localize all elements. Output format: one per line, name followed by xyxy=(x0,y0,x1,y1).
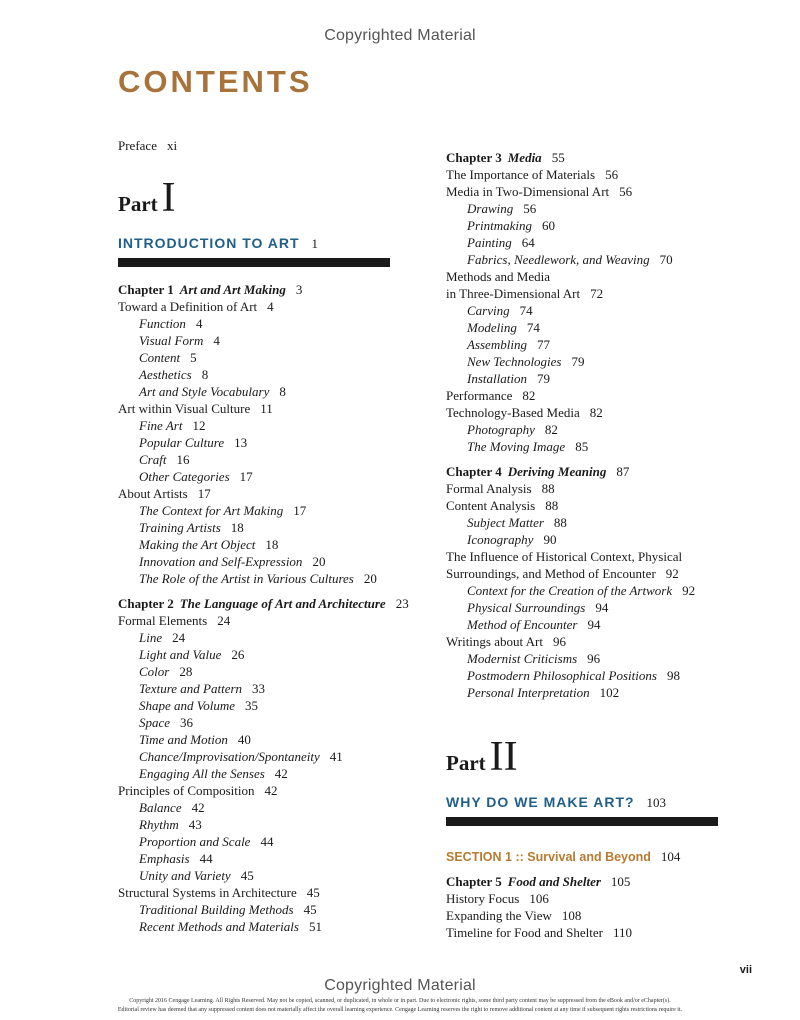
toc-entry-page: 82 xyxy=(544,422,558,437)
toc-entry[interactable] xyxy=(118,884,438,901)
toc-entry[interactable] xyxy=(118,697,438,714)
toc-entry[interactable] xyxy=(446,217,736,234)
toc-entry[interactable] xyxy=(446,387,736,404)
toc-entry-page: 41 xyxy=(329,749,343,764)
toc-entry-page: 70 xyxy=(659,252,673,267)
toc-entry[interactable] xyxy=(118,570,438,587)
toc-entry-title: The Importance of Materials xyxy=(446,167,596,182)
toc-entry[interactable] xyxy=(118,918,438,935)
toc-entry[interactable] xyxy=(446,200,736,217)
toc-entry[interactable] xyxy=(446,166,736,183)
chapter-2-page: 23 xyxy=(395,596,409,611)
toc-entry-title: Craft xyxy=(139,452,167,467)
toc-entry-page: 88 xyxy=(553,515,567,530)
toc-entry-title: Aesthetics xyxy=(139,367,192,382)
toc-entry[interactable] xyxy=(446,404,736,421)
toc-entry-page: 4 xyxy=(195,316,203,331)
toc-entry[interactable] xyxy=(118,867,438,884)
toc-entry-page: 28 xyxy=(179,664,193,679)
part-2-word: Part xyxy=(446,751,486,775)
copyright-line-2: Editorial review has deemed that any suppressed content does not materially affect the overall learning experience. Cengage Learning reserves the right to remove additional content at any time if subsequent rights restrictions require it. xyxy=(117,1007,683,1013)
toc-entry-title: Postmodern Philosophical Positions xyxy=(467,668,657,683)
toc-entry-title: in Three-Dimensional Art xyxy=(446,286,581,301)
toc-entry-title: Expanding the View xyxy=(446,908,552,923)
toc-entry-title: Methods and Media xyxy=(446,269,550,284)
copyright-notice xyxy=(0,997,800,1015)
toc-entry-title: The Influence of Historical Context, Physical xyxy=(446,549,683,564)
toc-entry-title: Training Artists xyxy=(139,520,221,535)
toc-entry-page: 42 xyxy=(264,783,278,798)
toc-entry[interactable] xyxy=(118,782,438,799)
toc-entry-page: 51 xyxy=(308,919,322,934)
toc-entry-page: 45 xyxy=(306,885,320,900)
toc-entry[interactable] xyxy=(118,816,438,833)
toc-entry-title: The Moving Image xyxy=(467,439,566,454)
toc-entry-title: Art within Visual Culture xyxy=(118,401,251,416)
page-title: CONTENTS xyxy=(118,64,313,99)
toc-entry-title: Recent Methods and Materials xyxy=(139,919,299,934)
toc-entry-page: 82 xyxy=(589,405,603,420)
toc-entry[interactable] xyxy=(446,684,736,701)
toc-left-column xyxy=(118,137,438,935)
toc-entry-page: 108 xyxy=(561,908,582,923)
toc-entry-page: 72 xyxy=(590,286,604,301)
toc-entry-page: 74 xyxy=(526,320,540,335)
chapter-5-label: Chapter 5 xyxy=(446,874,502,889)
toc-preface[interactable] xyxy=(118,137,438,154)
toc-entry[interactable] xyxy=(118,451,438,468)
toc-entry[interactable] xyxy=(446,319,736,336)
toc-entry-title: Physical Surroundings xyxy=(467,600,586,615)
toc-entry[interactable] xyxy=(118,765,438,782)
toc-entry[interactable] xyxy=(118,349,438,366)
toc-entry-title: Painting xyxy=(467,235,512,250)
toc-entry[interactable] xyxy=(446,907,736,924)
chapter-4-title: Deriving Meaning xyxy=(507,464,607,479)
chapter-2-entries xyxy=(118,612,438,935)
toc-entry[interactable] xyxy=(118,383,438,400)
toc-entry-page: 4 xyxy=(213,333,220,348)
toc-entry-title: Making the Art Object xyxy=(139,537,256,552)
toc-entry[interactable] xyxy=(118,298,438,315)
toc-entry-title: Rhythm xyxy=(139,817,179,832)
toc-entry-page: 17 xyxy=(197,486,211,501)
toc-entry-page: 96 xyxy=(587,651,601,666)
toc-entry-title: Principles of Composition xyxy=(118,783,255,798)
toc-entry[interactable] xyxy=(118,799,438,816)
chapter-5-page: 105 xyxy=(610,874,631,889)
toc-entry[interactable] xyxy=(118,502,438,519)
toc-entry-title: Timeline for Food and Shelter xyxy=(446,925,603,940)
toc-entry-page: 24 xyxy=(217,613,231,628)
toc-entry-title: Art and Style Vocabulary xyxy=(139,384,270,399)
toc-entry-page: 92 xyxy=(682,583,696,598)
toc-entry[interactable] xyxy=(446,565,736,582)
toc-entry-page: 79 xyxy=(536,371,550,386)
toc-entry-page: 82 xyxy=(522,388,536,403)
toc-entry[interactable] xyxy=(118,714,438,731)
toc-entry-title: Writings about Art xyxy=(446,634,543,649)
toc-entry[interactable] xyxy=(446,497,736,514)
section-1-page: 104 xyxy=(660,849,681,864)
toc-entry[interactable] xyxy=(446,582,736,599)
toc-entry[interactable] xyxy=(118,901,438,918)
part-1-heading xyxy=(118,175,438,221)
toc-entry-title: Time and Motion xyxy=(139,732,228,747)
toc-entry-title: Carving xyxy=(467,303,510,318)
chapter-3-title: Media xyxy=(507,150,542,165)
chapter-5-heading[interactable] xyxy=(446,873,736,890)
chapter-4-page: 87 xyxy=(616,464,630,479)
toc-entry[interactable] xyxy=(446,599,736,616)
toc-entry[interactable] xyxy=(446,667,736,684)
toc-entry-title: Content Analysis xyxy=(446,498,536,513)
chapter-2-title: The Language of Art and Architecture xyxy=(179,596,386,611)
toc-entry[interactable] xyxy=(118,850,438,867)
toc-entry[interactable] xyxy=(446,633,736,650)
toc-entry-title: Proportion and Scale xyxy=(139,834,251,849)
part-2-divider xyxy=(446,817,718,826)
toc-entry[interactable] xyxy=(446,370,736,387)
toc-entry-title: Unity and Variety xyxy=(139,868,231,883)
toc-entry-page: 42 xyxy=(274,766,288,781)
toc-entry[interactable] xyxy=(446,616,736,633)
toc-entry-page: 16 xyxy=(176,452,190,467)
chapter-1-page: 3 xyxy=(295,282,303,297)
chapter-3-heading[interactable] xyxy=(446,149,736,166)
toc-entry[interactable] xyxy=(118,663,438,680)
toc-entry[interactable] xyxy=(446,234,736,251)
toc-entry-title: Light and Value xyxy=(139,647,222,662)
toc-entry-page: 5 xyxy=(190,350,197,365)
toc-entry-page: 77 xyxy=(536,337,550,352)
toc-entry-page: 17 xyxy=(239,469,253,484)
toc-entry-title: Photography xyxy=(467,422,535,437)
toc-entry-page: 85 xyxy=(575,439,589,454)
toc-entry[interactable] xyxy=(446,336,736,353)
toc-entry-page: 26 xyxy=(231,647,245,662)
toc-entry[interactable] xyxy=(446,548,736,565)
toc-entry-title: Performance xyxy=(446,388,513,403)
toc-entry-title: History Focus xyxy=(446,891,520,906)
toc-entry-page: 36 xyxy=(180,715,194,730)
toc-entry-page: 88 xyxy=(545,498,559,513)
toc-entry-page: 24 xyxy=(172,630,186,645)
toc-entry[interactable] xyxy=(118,332,438,349)
toc-entry-title: Other Categories xyxy=(139,469,230,484)
toc-entry[interactable] xyxy=(118,366,438,383)
toc-entry-title: The Role of the Artist in Various Cultures xyxy=(139,571,354,586)
chapter-5-entries xyxy=(446,890,736,941)
toc-entry[interactable] xyxy=(118,434,438,451)
toc-entry[interactable] xyxy=(446,480,736,497)
toc-entry-title: Formal Analysis xyxy=(446,481,532,496)
part-1-divider xyxy=(118,258,390,267)
toc-entry-title: Subject Matter xyxy=(467,515,544,530)
toc-entry-title: Space xyxy=(139,715,171,730)
toc-entry[interactable] xyxy=(118,485,438,502)
toc-entry-title: Method of Encounter xyxy=(467,617,578,632)
toc-entry-page: 94 xyxy=(587,617,601,632)
toc-entry[interactable] xyxy=(118,731,438,748)
toc-entry[interactable] xyxy=(446,438,736,455)
chapter-1-label: Chapter 1 xyxy=(118,282,174,297)
toc-entry-title: Personal Interpretation xyxy=(467,685,590,700)
toc-entry-page: 60 xyxy=(542,218,555,233)
toc-entry[interactable] xyxy=(446,514,736,531)
toc-entry[interactable] xyxy=(118,612,438,629)
toc-entry[interactable] xyxy=(446,183,736,200)
toc-entry-title: Innovation and Self-Expression xyxy=(139,554,303,569)
part-2-numeral: II xyxy=(489,734,518,780)
toc-entry[interactable] xyxy=(118,536,438,553)
toc-entry-page: 96 xyxy=(552,634,566,649)
toc-entry-page: 8 xyxy=(279,384,286,399)
toc-entry-title: Modernist Criticisms xyxy=(467,651,578,666)
part-2-page: 103 xyxy=(646,795,667,810)
part-1-subtitle: INTRODUCTION TO ART xyxy=(118,235,300,251)
toc-entry-title: Technology-Based Media xyxy=(446,405,580,420)
toc-entry-title: Visual Form xyxy=(139,333,204,348)
toc-entry-page: 11 xyxy=(260,401,273,416)
section-1-heading[interactable] xyxy=(446,848,736,865)
toc-entry[interactable] xyxy=(446,421,736,438)
page-number: vii xyxy=(739,964,752,976)
toc-entry-title: Installation xyxy=(467,371,527,386)
toc-entry-page: 94 xyxy=(595,600,609,615)
toc-entry-title: Toward a Definition of Art xyxy=(118,299,258,314)
toc-entry-page: 74 xyxy=(519,303,533,318)
toc-entry[interactable] xyxy=(118,519,438,536)
toc-entry-title: Popular Culture xyxy=(139,435,225,450)
part-1-page: 1 xyxy=(311,236,319,251)
toc-entry-title: Engaging All the Senses xyxy=(139,766,265,781)
toc-entry-title: Emphasis xyxy=(139,851,190,866)
toc-entry-page: 35 xyxy=(245,698,259,713)
part-2-heading xyxy=(446,734,736,780)
watermark-bottom: Copyrighted Material xyxy=(324,977,476,994)
toc-preface-page: xi xyxy=(166,138,178,153)
toc-entry-title: Shape and Volume xyxy=(139,698,236,713)
toc-entry-title: Traditional Building Methods xyxy=(139,902,294,917)
toc-entry-title: Color xyxy=(139,664,170,679)
toc-entry-title: Chance/Improvisation/Spontaneity xyxy=(139,749,320,764)
toc-entry[interactable] xyxy=(446,268,736,285)
toc-entry-title: Fabrics, Needlework, and Weaving xyxy=(467,252,650,267)
chapter-4-entries xyxy=(446,480,736,701)
toc-entry-page: 43 xyxy=(188,817,202,832)
copyright-line-1: Copyright 2016 Cengage Learning. All Rights Reserved. May not be copied, scanned, or duplicated, in whole or in part. Due to electronic rights, some third party content may be suppressed from the eBook and/or eChapter(s). xyxy=(129,998,671,1004)
toc-entry-page: 33 xyxy=(252,681,266,696)
toc-entry[interactable] xyxy=(118,629,438,646)
toc-entry-title: Context for the Creation of the Artwork xyxy=(467,583,673,598)
toc-entry-title: Formal Elements xyxy=(118,613,208,628)
chapter-1-entries xyxy=(118,298,438,587)
toc-entry-page: 92 xyxy=(665,566,679,581)
toc-entry-title: Texture and Pattern xyxy=(139,681,243,696)
part-1-subtitle-row[interactable] xyxy=(118,234,438,252)
toc-entry-page: 56 xyxy=(619,184,633,199)
toc-entry-page: 45 xyxy=(240,868,254,883)
chapter-2-heading[interactable] xyxy=(118,595,438,612)
part-2-subtitle-row[interactable] xyxy=(446,793,736,811)
toc-entry-title: Structural Systems in Architecture xyxy=(118,885,297,900)
part-2-subtitle: WHY DO WE MAKE ART? xyxy=(446,794,635,810)
toc-entry-page: 102 xyxy=(599,685,620,700)
toc-entry-page: 44 xyxy=(260,834,274,849)
toc-entry-page: 45 xyxy=(303,902,317,917)
toc-entry[interactable] xyxy=(446,890,736,907)
chapter-3-entries xyxy=(446,166,736,455)
toc-entry-page: 42 xyxy=(191,800,205,815)
toc-entry[interactable] xyxy=(118,400,438,417)
part-1-numeral: I xyxy=(161,175,176,221)
toc-entry[interactable] xyxy=(118,833,438,850)
chapter-1-heading[interactable] xyxy=(118,281,438,298)
toc-entry-page: 13 xyxy=(234,435,248,450)
toc-entry[interactable] xyxy=(446,302,736,319)
toc-entry-title: Surroundings, and Method of Encounter xyxy=(446,566,656,581)
toc-entry[interactable] xyxy=(118,646,438,663)
toc-entry-page: 12 xyxy=(192,418,206,433)
chapter-1-title: Art and Art Making xyxy=(179,282,286,297)
toc-entry-page: 88 xyxy=(541,481,555,496)
toc-entry-title: New Technologies xyxy=(467,354,562,369)
toc-entry-title: The Context for Art Making xyxy=(139,503,284,518)
toc-entry-page: 56 xyxy=(605,167,619,182)
toc-entry[interactable] xyxy=(446,531,736,548)
toc-entry-page: 56 xyxy=(523,201,537,216)
chapter-3-label: Chapter 3 xyxy=(446,150,502,165)
toc-entry-page: 20 xyxy=(312,554,326,569)
toc-entry[interactable] xyxy=(118,315,438,332)
toc-entry-title: Fine Art xyxy=(139,418,183,433)
toc-entry-page: 20 xyxy=(363,571,377,586)
toc-right-column xyxy=(446,149,736,941)
toc-entry-title: Iconography xyxy=(467,532,534,547)
toc-entry-title: Content xyxy=(139,350,181,365)
toc-entry[interactable] xyxy=(118,748,438,765)
toc-entry-page: 18 xyxy=(230,520,244,535)
toc-entry-page: 44 xyxy=(199,851,213,866)
toc-entry-page: 8 xyxy=(201,367,209,382)
toc-entry-page: 98 xyxy=(666,668,680,683)
toc-entry-page: 18 xyxy=(265,537,279,552)
watermark-top: Copyrighted Material xyxy=(324,27,476,44)
toc-entry[interactable] xyxy=(446,353,736,370)
toc-entry[interactable] xyxy=(118,468,438,485)
toc-entry-title: Printmaking xyxy=(467,218,532,233)
toc-entry-page: 4 xyxy=(267,299,274,314)
toc-entry-title: Modeling xyxy=(467,320,517,335)
part-1-word: Part xyxy=(118,192,158,216)
toc-entry[interactable] xyxy=(446,285,736,302)
toc-entry-title: Assembling xyxy=(467,337,527,352)
chapter-5-title: Food and Shelter xyxy=(507,874,601,889)
toc-entry-title: Drawing xyxy=(467,201,514,216)
toc-entry-title: Function xyxy=(139,316,186,331)
toc-entry[interactable] xyxy=(118,680,438,697)
toc-entry[interactable] xyxy=(446,924,736,941)
chapter-3-page: 55 xyxy=(551,150,565,165)
section-1-label: SECTION 1 :: Survival and Beyond xyxy=(446,850,651,864)
toc-entry-page: 40 xyxy=(237,732,251,747)
chapter-4-heading[interactable] xyxy=(446,463,736,480)
toc-entry-page: 110 xyxy=(612,925,632,940)
toc-entry-page: 79 xyxy=(571,354,585,369)
toc-entry[interactable] xyxy=(118,417,438,434)
toc-entry-page: 106 xyxy=(529,891,549,906)
chapter-2-label: Chapter 2 xyxy=(118,596,174,611)
toc-entry[interactable] xyxy=(118,553,438,570)
toc-entry-page: 90 xyxy=(543,532,557,547)
toc-preface-label: Preface xyxy=(118,138,157,153)
toc-entry-title: About Artists xyxy=(118,486,188,501)
toc-entry[interactable] xyxy=(446,650,736,667)
chapter-4-label: Chapter 4 xyxy=(446,464,502,479)
toc-entry[interactable] xyxy=(446,251,736,268)
toc-entry-page: 17 xyxy=(293,503,307,518)
toc-entry-title: Balance xyxy=(139,800,182,815)
toc-entry-page: 64 xyxy=(521,235,535,250)
toc-entry-title: Media in Two-Dimensional Art xyxy=(446,184,610,199)
toc-entry-title: Line xyxy=(139,630,163,645)
